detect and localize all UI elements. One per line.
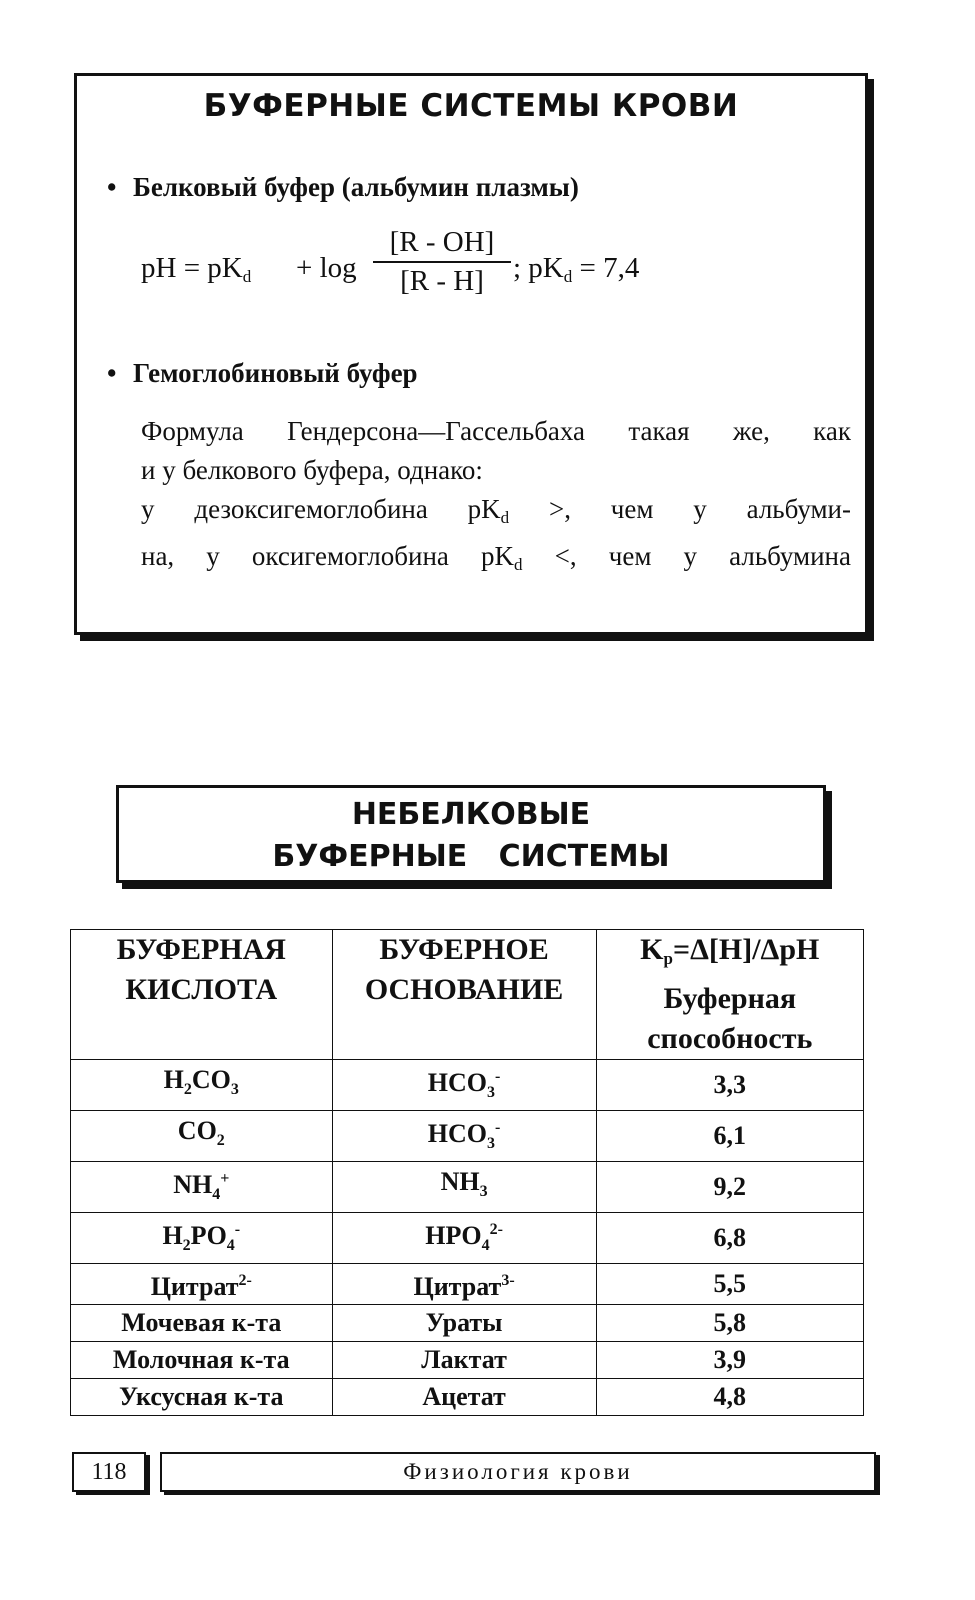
header-base: БУФЕРНОЕ ОСНОВАНИЕ xyxy=(332,930,596,1060)
value-cell: 3,3 xyxy=(596,1060,863,1111)
bullet-protein-buffer: • Белковый буфер (альбумин плазмы) xyxy=(107,172,579,202)
buffer-systems-box xyxy=(74,73,868,635)
base-cell: Лактат xyxy=(332,1342,596,1379)
section-title-line1: НЕБЕЛКОВЫЕ xyxy=(351,797,591,832)
acid-cell: $CO_2$ xyxy=(71,1111,333,1162)
section-title: БУФЕРНЫЕ СИСТЕМЫ КРОВИ xyxy=(203,88,739,124)
table-row xyxy=(71,1111,864,1162)
denominator: [R - H] xyxy=(400,265,484,297)
header-acid: БУФЕРНАЯ КИСЛОТА xyxy=(71,930,333,1060)
bullet-hemoglobin-buffer: • Гемоглобиновый буфер xyxy=(107,358,418,388)
table-row xyxy=(71,1342,864,1379)
formula-fraction xyxy=(373,226,511,298)
table-row xyxy=(71,1162,864,1213)
running-head: Физиология крови xyxy=(160,1452,876,1492)
header-capacity: $K_р=\Delta[H]$/ΔpH Буферная способность xyxy=(596,930,863,1060)
value-cell: 6,8 xyxy=(596,1213,863,1264)
table-row xyxy=(71,1264,864,1305)
base-cell: $HPO_4^{2-}$ xyxy=(332,1213,596,1264)
value-cell: 5,5 xyxy=(596,1264,863,1305)
value-cell: 9,2 xyxy=(596,1162,863,1213)
acid-cell: Уксусная к-та xyxy=(71,1379,333,1416)
base-cell: $NH_3$ xyxy=(332,1162,596,1213)
value-cell: 5,8 xyxy=(596,1305,863,1342)
henderson-formula: pH = $pK_d$ + log $\frac{[R - OH]}{[R - H]}$ ; $pK_d = 7,4$ xyxy=(141,226,640,297)
table-row xyxy=(71,1305,864,1342)
base-cell: $HCO_3^-$ xyxy=(332,1111,596,1162)
value-cell: 4,8 xyxy=(596,1379,863,1416)
base-cell: $HCO_3^-$ xyxy=(332,1060,596,1111)
value-cell: 3,9 xyxy=(596,1342,863,1379)
nonprotein-title-box xyxy=(116,785,826,883)
table-row xyxy=(71,1213,864,1264)
acid-cell: $H_2PO_4^-$ xyxy=(71,1213,333,1264)
value-cell: 6,1 xyxy=(596,1111,863,1162)
acid-cell: $NH_4^+$ xyxy=(71,1162,333,1213)
base-cell: Цитрат$^{3-}$ xyxy=(332,1264,596,1305)
bullet-icon: • xyxy=(107,172,117,202)
section-title-line2: БУФЕРНЫЕ СИСТЕМЫ xyxy=(272,839,670,874)
page-number: 118 xyxy=(72,1452,146,1492)
acid-cell: Цитрат$^{2-}$ xyxy=(71,1264,333,1305)
acid-cell: $H_2CO_3$ xyxy=(71,1060,333,1111)
table-row xyxy=(71,1379,864,1416)
table-row xyxy=(71,1060,864,1111)
table-header-row xyxy=(71,930,864,1060)
base-cell: Ураты xyxy=(332,1305,596,1342)
numerator: [R - OH] xyxy=(373,226,511,263)
hemoglobin-paragraph: Формула Гендерсона—Гассельбаха такая же, как и у белкового буфера, однако: у дезоксигемоглобина $pK_d$ >, чем у альбуми- на, у оксигемоглобина $pK_d$ <, чем у альбумина xyxy=(141,416,851,574)
bullet-icon: • xyxy=(107,358,117,388)
acid-cell: Молочная к-та xyxy=(71,1342,333,1379)
buffer-table xyxy=(70,929,864,1416)
base-cell: Ацетат xyxy=(332,1379,596,1416)
acid-cell: Мочевая к-та xyxy=(71,1305,333,1342)
